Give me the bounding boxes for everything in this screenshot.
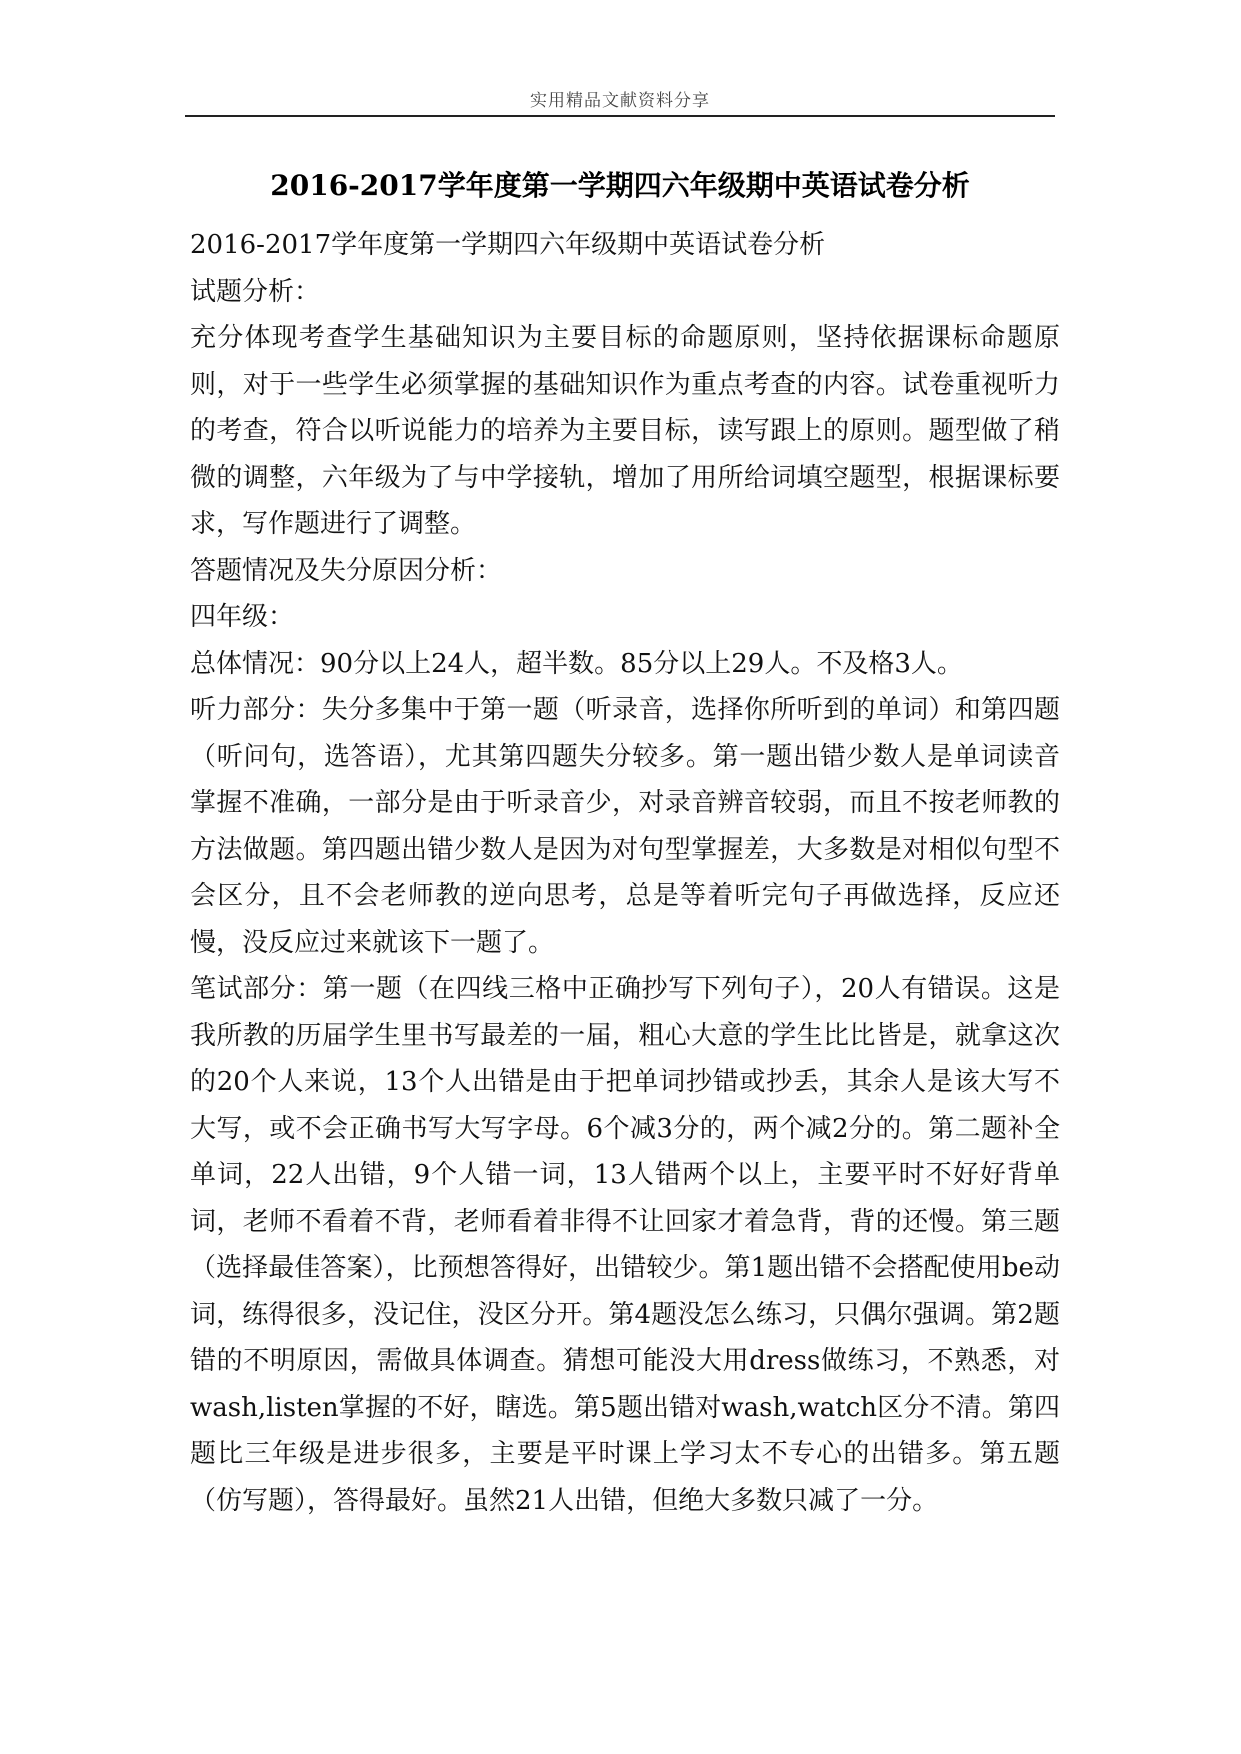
overall-paragraph: 总体情况：90分以上24人，超半数。85分以上29人。不及格3人。 bbox=[190, 648, 963, 679]
section-heading-analysis: 试题分析： bbox=[190, 276, 321, 307]
written-paragraph: 笔试部分：第一题（在四线三格中正确抄写下列句子），20人有错误。这是我所教的历届学生里书写最差的一届，粗心大意的学生比比皆是，就拿这次的20个人来说，13个人出错是由于把单词抄错或抄丢，其余人是该大写不大写，或不会正确书写大写字母。6个减3分的，两个减2分的。第二题补全单词，22人出错，9个人错一词，13人错两个以上，主要平时不好好背单词，老师不看着不背，老师看着非得不让回家才着急背，背的还慢。第三题（选择最佳答案），比预想答得好，出错较少。第1题出错不会搭配使用be动词，练得很多，没记住，没区分开。第4题没怎么练习，只偶尔强调。第2题错的不明原因，需做具体调查。猜想可能没大用dress做练习，不熟悉，对wash,listen掌握的不好，瞎选。第5题出错对wash,watch区分不清。第四题比三年级是进步很多，主要是平时课上学习太不专心的出错多。第五题（仿写题），答得最好。虽然21人出错，但绝大多数只减了一分。 bbox=[190, 974, 1060, 1516]
header-divider bbox=[185, 115, 1055, 117]
page-header: 实用精品文献资料分享 bbox=[530, 91, 710, 111]
subtitle-paragraph: 2016-2017学年度第一学期四六年级期中英语试卷分析 bbox=[190, 230, 826, 260]
grade-heading: 四年级： bbox=[190, 602, 295, 632]
document-title: 2016-2017学年度第一学期四六年级期中英语试卷分析 bbox=[270, 169, 970, 202]
analysis-paragraph: 充分体现考查学生基础知识为主要目标的命题原则，坚持依据课标命题原则，对于一些学生必须掌握的基础知识作为重点考查的内容。试卷重视听力的考查，符合以听说能力的培养为主要目标，读写跟上的原则。题型做了稍微的调整，六年级为了与中学接轨，增加了用所给词填空题型，根据课标要求，写作题进行了调整。 bbox=[190, 323, 1060, 539]
document-body bbox=[190, 222, 1060, 1524]
section-heading-answers: 答题情况及失分原因分析： bbox=[190, 555, 503, 586]
listening-paragraph: 听力部分：失分多集中于第一题（听录音，选择你所听到的单词）和第四题（听问句，选答语），尤其第四题失分较多。第一题出错少数人是单词读音掌握不准确，一部分是由于听录音少，对录音辨音较弱，而且不按老师教的方法做题。第四题出错少数人是因为对句型掌握差，大多数是对相似句型不会区分，且不会老师教的逆向思考，总是等着听完句子再做选择，反应还慢，没反应过来就该下一题了。 bbox=[190, 695, 1060, 958]
